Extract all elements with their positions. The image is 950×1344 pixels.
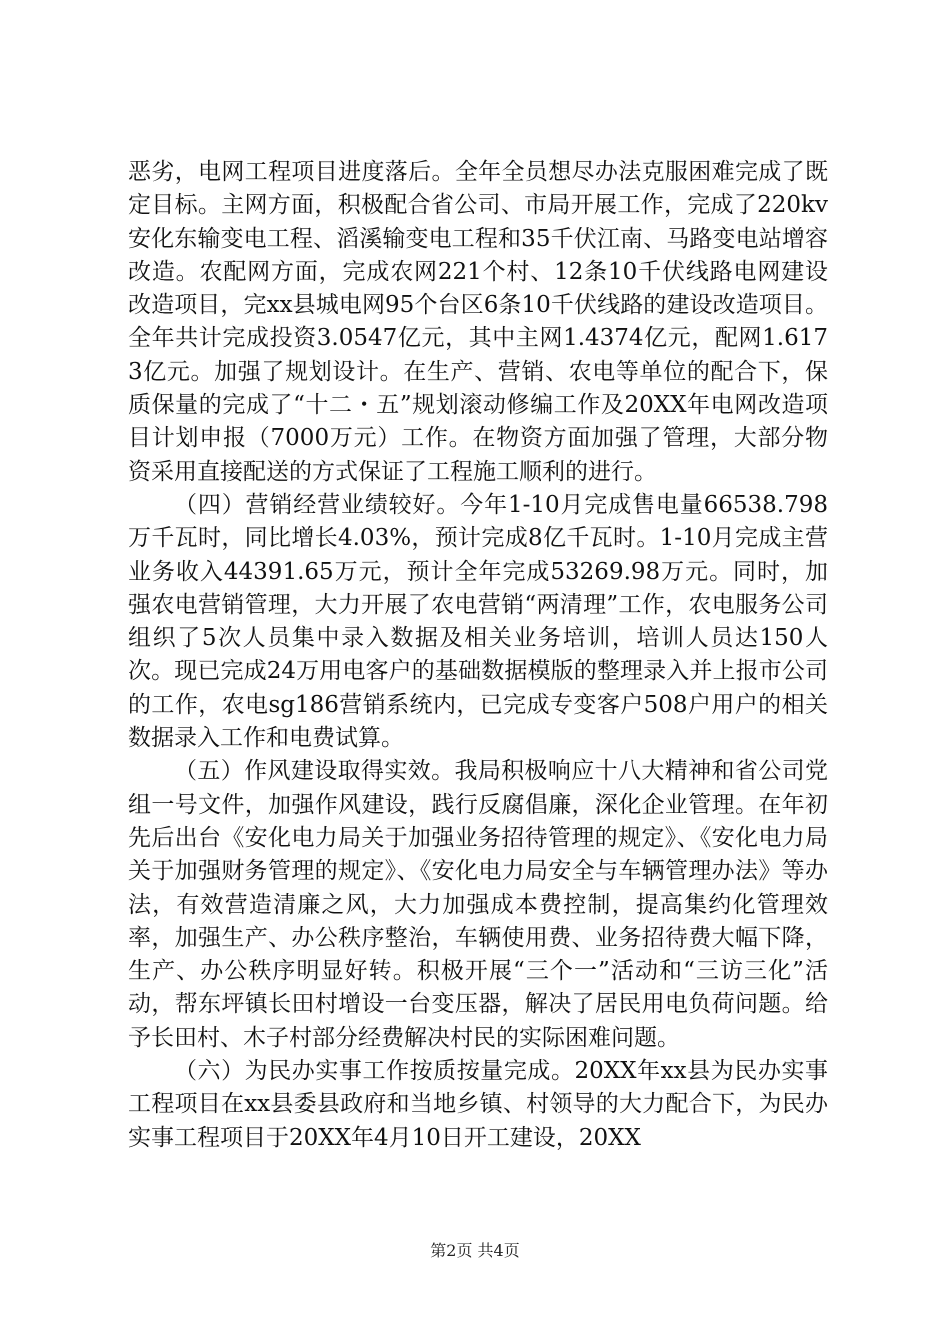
paragraph-public-projects: （六）为民办实事工作按质按量完成。20XX年xx县为民办实事工程项目在xx县委县政府和当地乡镇、村领导的大力配合下，为民办实事工程项目于20XX年4月10日开工建设，20XX [128, 1058, 828, 1151]
paragraph-marketing: （四）营销经营业绩较好。今年1-10月完成售电量66538.798万千瓦时，同比增长4.03%，预计完成8亿千瓦时。1-10月完成主营业务收入44391.65万元，预计全年完成53269.98万元。同时，加强农电营销管理，大力开展了农电营销“两清理”工作，农电服务公司组织了5次人员集中录入数据及相关业务培训，培训人员达150人次。现已完成24万用电客户的基础数据模版的整理录入并上报市公司的工作，农电sg186营销系统内，已完成专变客户508户用户的相关数据录入工作和电费试算。 [128, 491, 828, 752]
page-number-footer: 第2页 共4页 [430, 1241, 520, 1260]
document-body [128, 156, 828, 1155]
paragraph-continued: 恶劣，电网工程项目进度落后。全年全员想尽办法克服困难完成了既定目标。主网方面，积极配合省公司、市局开展工作，完成了220kv安化东输变电工程、滔溪输变电工程和35千伏江南、马路变电站增容改造。农配网方面，完成农网221个村、12条10千伏线路电网建设改造项目，完xx县城电网95个台区6条10千伏线路的建设改造项目。全年共计完成投资3.0547亿元，其中主网1.4374亿元，配网1.6173亿元。加强了规划设计。在生产、营销、农电等单位的配合下，保质保量的完成了“十二・五”规划滚动修编工作及20XX年电网改造项目计划申报（7000万元）工作。在物资方面加强了管理，大部分物资采用直接配送的方式保证了工程施工顺利的进行。 [128, 159, 828, 485]
paragraph-work-style: （五）作风建设取得实效。我局积极响应十八大精神和省公司党组一号文件，加强作风建设，践行反腐倡廉，深化企业管理。在年初先后出台《安化电力局关于加强业务招待管理的规定》、《安化电力局关于加强财务管理的规定》、《安化电力局安全与车辆管理办法》等办法，有效营造清廉之风，大力加强成本费控制，提高集约化管理效率，加强生产、办公秩序整治，车辆使用费、业务招待费大幅下降，生产、办公秩序明显好转。积极开展“三个一”活动和“三访三化”活动，帮东坪镇长田村增设一台变压器，解决了居民用电负荷问题。给予长田村、木子村部分经费解决村民的实际困难问题。 [128, 758, 828, 1051]
